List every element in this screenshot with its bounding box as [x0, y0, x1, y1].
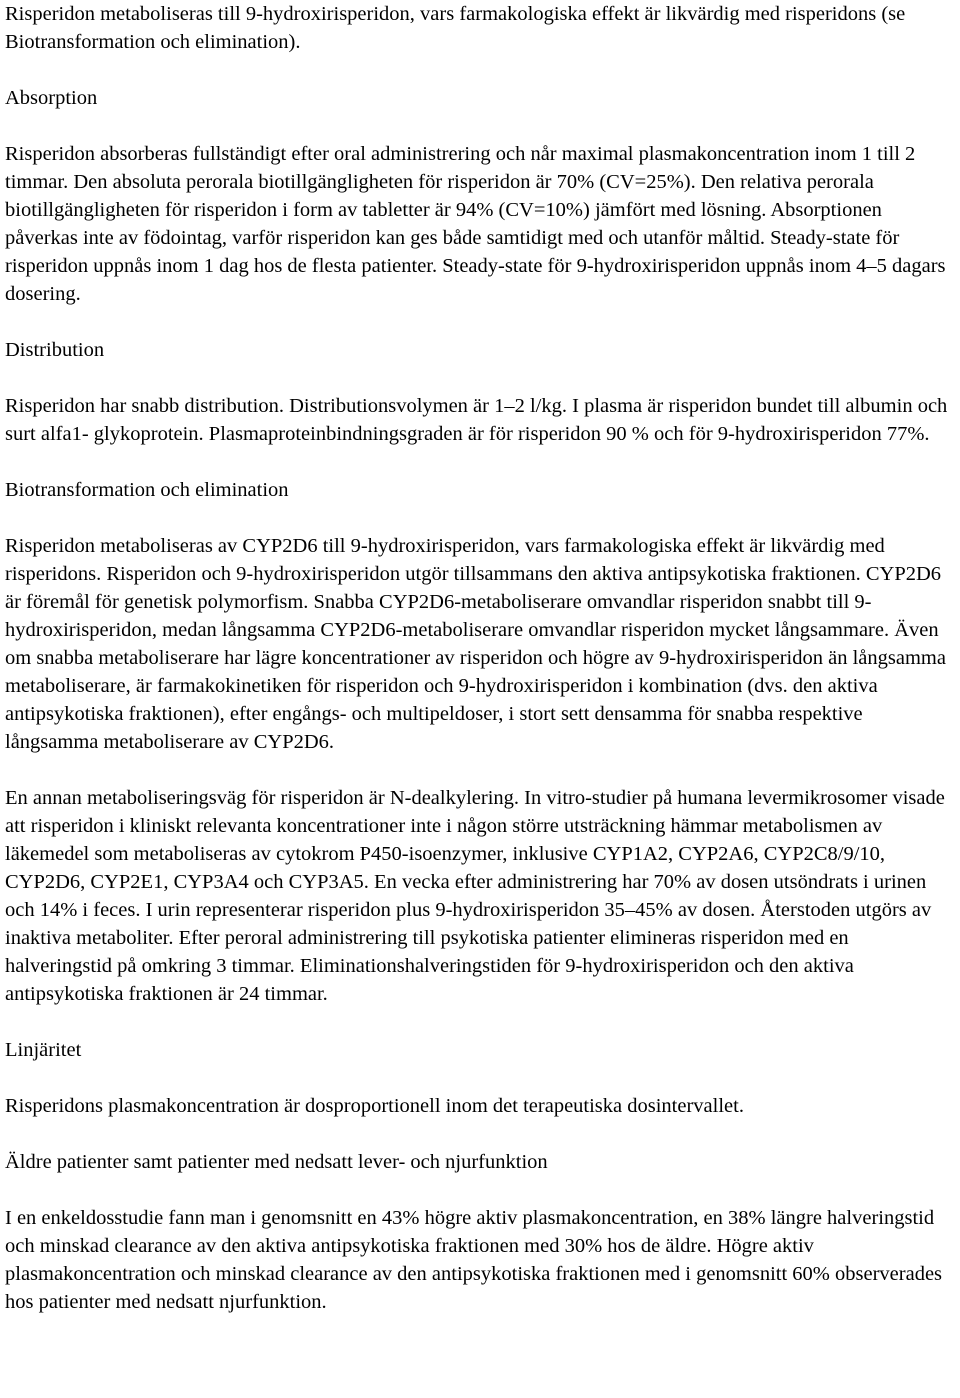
section-heading-linearity: Linjäritet	[5, 1039, 82, 1061]
distribution-paragraph: Risperidon har snabb distribution. Distributionsvolymen är 1–2 l/kg. I plasma är risperidon bundet till albumin och surt alfa1- glykoprotein. Plasmaproteinbindningsgraden är för risperidon 90 % och för 9-hydroxirisperidon 77%.	[5, 395, 948, 445]
section-heading-elderly: Äldre patienter samt patienter med nedsatt lever- och njurfunktion	[5, 1151, 548, 1173]
section-heading-biotransformation: Biotransformation och elimination	[5, 479, 289, 501]
elderly-paragraph: I en enkeldosstudie fann man i genomsnitt en 43% högre aktiv plasmakoncentration, en 38% längre halveringstid och minskad clearance av den aktiva antipsykotiska fraktionen med 30% hos de äldre. Högre aktiv plasmakoncentration och minskad clearance av den antipsykotiska fraktionen med i genomsnitt 60% observerades hos patienter med nedsatt njurfunktion.	[5, 1207, 943, 1313]
intro-paragraph: Risperidon metaboliseras till 9-hydroxirisperidon, vars farmakologiska effekt är likvärdig med risperidons (se Biotransformation och elimination).	[5, 3, 906, 53]
biotransformation-paragraph: Risperidon metaboliseras av CYP2D6 till 9-hydroxirisperidon, vars farmakologiska effekt är likvärdig med risperidons. Risperidon och 9-hydroxirisperidon utgör tillsammans den aktiva antipsykotiska fraktionen. CYP2D6 är föremål för genetisk polymorfism. Snabba CYP2D6-metaboliserare omvandlar risperidon snabbt till 9-hydroxirisperidon, medan långsamma CYP2D6-metaboliserare omvandlar risperidon mycket långsammare. Även om snabba metaboliserare har lägre koncentrationer av risperidon och högre av 9-hydroxirisperidon än långsamma metaboliserare, är farmakokinetiken för risperidon och 9-hydroxirisperidon i kombination (dvs. den aktiva antipsykotiska fraktionen), efter engångs- och multipeldoser, i stort sett densamma för snabba respektive långsamma metaboliserare av CYP2D6.	[5, 535, 946, 753]
section-heading-distribution: Distribution	[5, 339, 105, 361]
linearity-paragraph: Risperidons plasmakoncentration är dosproportionell inom det terapeutiska dosintervallet.	[5, 1095, 744, 1117]
absorption-paragraph: Risperidon absorberas fullständigt efter oral administrering och når maximal plasmakoncentration inom 1 till 2 timmar. Den absoluta perorala biotillgängligheten för risperidon är 70% (CV=25%). Den relativa perorala biotillgängligheten för risperidon i form av tabletter är 94% (CV=10%) jämfört med lösning. Absorptionen påverkas inte av födointag, varför risperidon kan ges både samtidigt med och utanför måltid. Steady-state för risperidon uppnås inom 1 dag hos de flesta patienter. Steady-state för 9-hydroxirisperidon uppnås inom 4–5 dagars dosering.	[5, 143, 946, 305]
document-body	[5, 0, 955, 1344]
section-heading-absorption: Absorption	[5, 87, 98, 109]
metabolism-paragraph: En annan metaboliseringsväg för risperidon är N-dealkylering. In vitro-studier på humana levermikrosomer visade att risperidon i kliniskt relevanta koncentrationer inte i någon större utsträckning hämmar metabolismen av läkemedel som metaboliseras av cytokrom P450-isoenzymer, inklusive CYP1A2, CYP2A6, CYP2C8/9/10, CYP2D6, CYP2E1, CYP3A4 och CYP3A5. En vecka efter administrering har 70% av dosen utsöndrats i urinen och 14% i feces. I urin representerar risperidon plus 9-hydroxirisperidon 35–45% av dosen. Återstoden utgörs av inaktiva metaboliter. Efter peroral administrering till psykotiska patienter elimineras risperidon med en halveringstid på omkring 3 timmar. Eliminationshalveringstiden för 9-hydroxirisperidon och den aktiva antipsykotiska fraktionen är 24 timmar.	[5, 787, 945, 1005]
